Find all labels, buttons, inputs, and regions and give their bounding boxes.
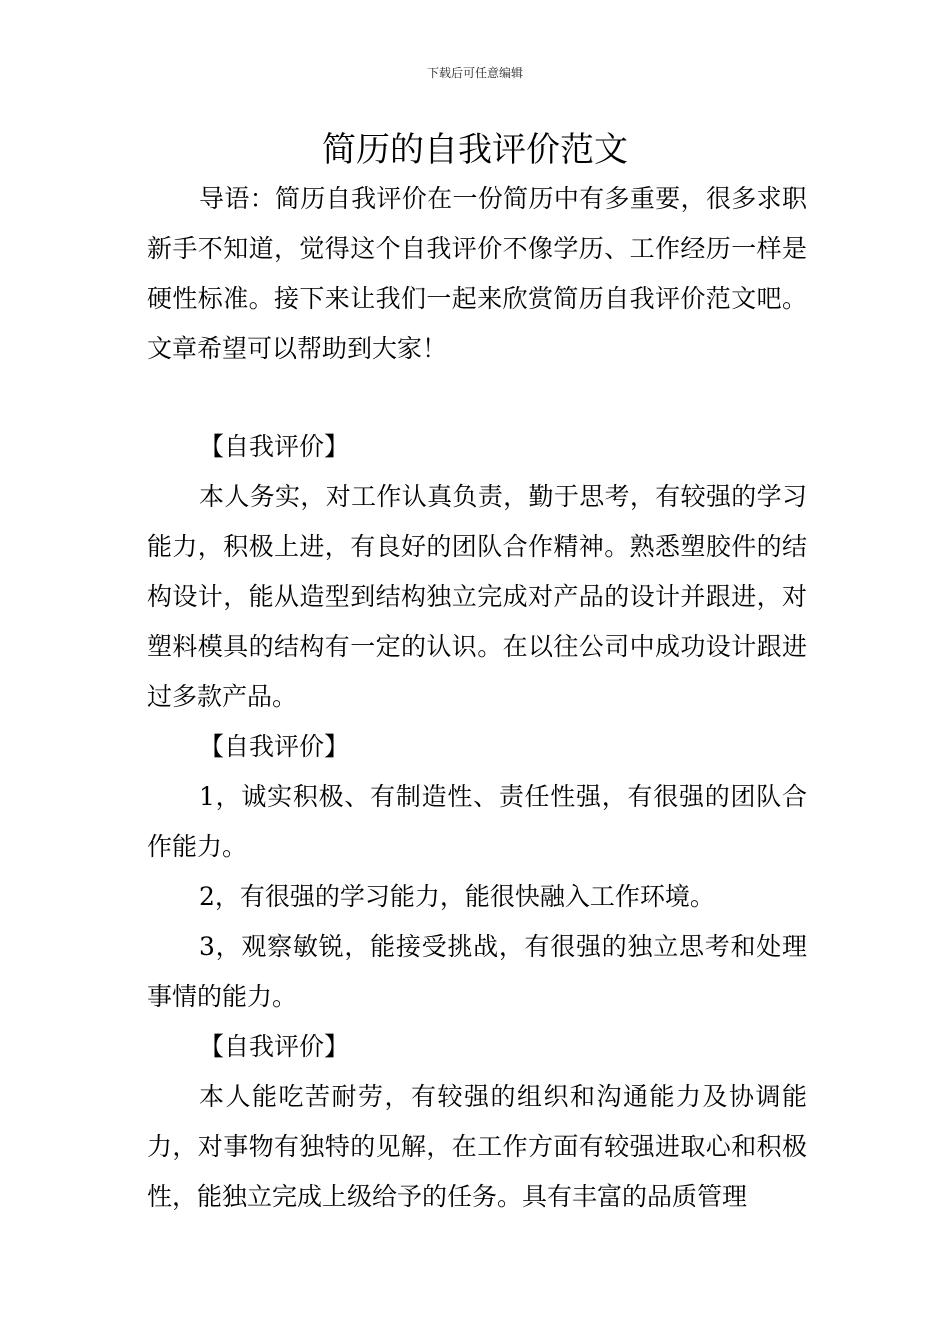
page-header-note: 下载后可任意编辑	[426, 66, 523, 80]
list-item: 2，有很强的学习能力，能很快融入工作环境。	[199, 882, 715, 911]
paragraph-spacer	[147, 374, 807, 422]
section-heading: 【自我评价】	[199, 1032, 350, 1061]
document-body	[147, 174, 807, 1222]
section-paragraph: 本人能吃苦耐劳，有较强的组织和沟通能力及协调能力，对事物有独特的见解，在工作方面有较强进取心和积极性，能独立完成上级给予的任务。具有丰富的品质管理	[147, 1082, 807, 1211]
section-heading: 【自我评价】	[199, 732, 350, 761]
list-item: 3，观察敏锐，能接受挑战，有很强的独立思考和处理事情的能力。	[147, 932, 807, 1011]
document-title: 简历的自我评价范文	[322, 130, 628, 170]
list-item: 1，诚实积极、有制造性、责任性强，有很强的团队合作能力。	[147, 782, 807, 861]
intro-paragraph: 导语：简历自我评价在一份简历中有多重要，很多求职新手不知道，觉得这个自我评价不像学历、工作经历一样是硬性标准。接下来让我们一起来欣赏简历自我评价范文吧。文章希望可以帮助到大家！	[147, 184, 807, 363]
section-paragraph: 本人务实，对工作认真负责，勤于思考，有较强的学习能力，积极上进，有良好的团队合作精神。熟悉塑胶件的结构设计，能从造型到结构独立完成对产品的设计并跟进，对塑料模具的结构有一定的认识。在以往公司中成功设计跟进过多款产品。	[147, 482, 807, 711]
section-heading: 【自我评价】	[199, 432, 350, 461]
